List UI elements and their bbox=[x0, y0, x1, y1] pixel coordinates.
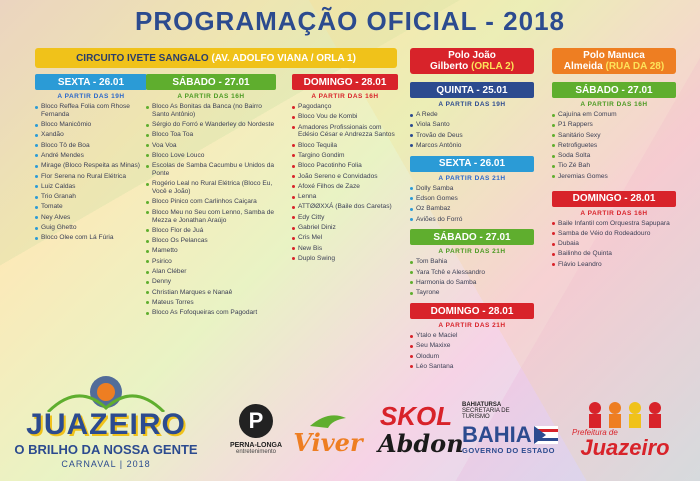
list-item: Soda Solta bbox=[552, 152, 676, 160]
perna-longa-sub: entretenimento bbox=[235, 449, 277, 455]
skol-abdon-logos bbox=[378, 401, 464, 472]
list-item: Bailinho de Quinta bbox=[552, 250, 676, 258]
list-item: Harmonia do Samba bbox=[410, 279, 534, 287]
abdon-logo: Abdon bbox=[378, 429, 464, 458]
list-item: Rogério Leal no Rural Elétrica (Bloco Eu, Você e João) bbox=[146, 180, 276, 196]
list-item: Cajuína em Comum bbox=[552, 111, 676, 119]
list-item: Olodum bbox=[410, 353, 534, 361]
day-block bbox=[410, 229, 534, 297]
list-item: Bloco Os Pelancas bbox=[146, 237, 276, 245]
list-item: Targino Gondim bbox=[292, 152, 398, 160]
list-item: Bloco Meu no Seu com Lenno, Samba de Mezza e Jonathan Araújo bbox=[146, 209, 276, 225]
day-header: SÁBADO - 27.01 bbox=[146, 74, 276, 90]
list-item: Edson Gomes bbox=[410, 195, 534, 203]
bahia-government-logo bbox=[462, 402, 558, 474]
artist-list bbox=[552, 111, 676, 181]
skol-logo: SKOL bbox=[379, 401, 453, 431]
list-item: Gabriel Diniz bbox=[292, 224, 398, 232]
polo-joao-route: (ORLA 2) bbox=[471, 61, 515, 72]
list-item: Amadores Profissionais com Edésio César e Andrezza Santos bbox=[292, 124, 398, 140]
day-block bbox=[410, 156, 534, 224]
artist-list bbox=[410, 258, 534, 297]
list-item: Mateus Torres bbox=[146, 299, 276, 307]
list-item: Retrofiguetes bbox=[552, 142, 676, 150]
list-item: Cris Mel bbox=[292, 234, 398, 242]
list-item: Ney Alves bbox=[35, 214, 147, 222]
artist-list bbox=[146, 103, 276, 317]
day-header: DOMINGO - 28.01 bbox=[552, 191, 676, 207]
list-item: Trovão de Deus bbox=[410, 132, 534, 140]
list-item: P1 Rappers bbox=[552, 121, 676, 129]
column-sexta bbox=[35, 74, 147, 245]
polo-joao-line1: Polo João bbox=[448, 50, 496, 61]
list-item: Christian Marques e Nanaê bbox=[146, 289, 276, 297]
list-item: Bloco As Bonitas da Banca (no Bairro Santo Antônio) bbox=[146, 103, 276, 119]
perna-longa-logo bbox=[228, 404, 284, 474]
list-item: Bloco Love Louco bbox=[146, 152, 276, 160]
perna-longa-mark: P bbox=[239, 404, 273, 438]
start-time: A PARTIR DAS 21H bbox=[438, 322, 506, 330]
list-item: André Mendes bbox=[35, 152, 147, 160]
list-item: Sérgio do Forró e Wanderley do Nordeste bbox=[146, 121, 276, 129]
people-figures-icon bbox=[580, 400, 670, 428]
list-item: Xandão bbox=[35, 131, 147, 139]
day-header: SÁBADO - 27.01 bbox=[552, 82, 676, 98]
artist-list bbox=[410, 185, 534, 224]
list-item: Guig Ghetto bbox=[35, 224, 147, 232]
secretaria-label: SECRETARIA DE TURISMO bbox=[462, 408, 510, 420]
bahia-flag-icon bbox=[534, 426, 558, 444]
list-item: Ytalo e Maciel bbox=[410, 332, 534, 340]
list-item: Viola Santo bbox=[410, 121, 534, 129]
list-item: Jeremias Gomes bbox=[552, 173, 676, 181]
list-item: Tomate bbox=[35, 203, 147, 211]
circuit-banner bbox=[35, 48, 397, 68]
list-item: Bloco Pacotinho Folia bbox=[292, 162, 398, 170]
list-item: Yara Tchê e Alessandro bbox=[410, 269, 534, 277]
artist-list bbox=[552, 220, 676, 269]
day-block bbox=[552, 191, 676, 269]
viver-name: Viver bbox=[293, 428, 363, 457]
list-item: Seu Maxixe bbox=[410, 342, 534, 350]
list-item: Bloco Vou de Kombi bbox=[292, 113, 398, 121]
polo-manuca-line2: Almeida bbox=[563, 61, 603, 72]
day-header: SEXTA - 26.01 bbox=[410, 156, 534, 172]
list-item: Bloco Tequila bbox=[292, 142, 398, 150]
prefeitura-label: Prefeitura de bbox=[572, 428, 618, 437]
list-item: Luiz Caldas bbox=[35, 183, 147, 191]
day-block bbox=[410, 303, 534, 371]
juazeiro-carnival-logo bbox=[8, 372, 204, 476]
day-header: QUINTA - 25.01 bbox=[410, 82, 534, 98]
list-item: A Rede bbox=[410, 111, 534, 119]
list-item: Bloco Pinico com Carlinhos Caiçara bbox=[146, 198, 276, 206]
logo-title: JUAZEIRO bbox=[26, 408, 186, 441]
list-item: Flávio Leandro bbox=[552, 261, 676, 269]
list-item: Mametto bbox=[146, 247, 276, 255]
artist-list bbox=[35, 103, 147, 242]
logo-tagline: O BRILHO DA NOSSA GENTE bbox=[14, 442, 198, 457]
list-item: Flor Serena no Rural Elétrica bbox=[35, 173, 147, 181]
list-item: Marcos Antônio bbox=[410, 142, 534, 150]
start-time: A PARTIR DAS 19H bbox=[57, 93, 125, 100]
polo-manuca-banner bbox=[552, 48, 676, 74]
column-sabado bbox=[146, 74, 276, 320]
column-polo-joao bbox=[410, 82, 534, 373]
prefeitura-city: Juazeiro bbox=[580, 435, 670, 460]
artist-list bbox=[410, 332, 534, 371]
column-domingo bbox=[292, 74, 398, 265]
list-item: Dolly Samba bbox=[410, 185, 534, 193]
perna-longa-name: PERNA-LONGA bbox=[229, 442, 283, 449]
start-time: A PARTIR DAS 21H bbox=[438, 248, 506, 256]
artist-list bbox=[292, 103, 398, 263]
carnival-figure-illustration bbox=[8, 372, 204, 412]
day-block bbox=[410, 82, 534, 150]
list-item: New Bis bbox=[292, 245, 398, 253]
list-item: Duplo Swing bbox=[292, 255, 398, 263]
list-item: Lenna bbox=[292, 193, 398, 201]
list-item: Bloco Toa Toa bbox=[146, 131, 276, 139]
list-item: Dubaia bbox=[552, 240, 676, 248]
list-item: Voa Voa bbox=[146, 142, 276, 150]
polo-joao-banner bbox=[410, 48, 534, 74]
list-item: Bloco Manicômio bbox=[35, 121, 147, 129]
list-item: Tom Bahia bbox=[410, 258, 534, 266]
list-item: Edy Citty bbox=[292, 214, 398, 222]
viver-logo bbox=[292, 410, 364, 470]
start-time: A PARTIR DAS 21H bbox=[438, 174, 506, 182]
list-item: Bloco Reffea Folia com Rhose Fernanda bbox=[35, 103, 147, 119]
day-block bbox=[552, 82, 676, 181]
day-header: DOMINGO - 28.01 bbox=[410, 303, 534, 319]
list-item: Denny bbox=[146, 278, 276, 286]
list-item: Sanitário Sexy bbox=[552, 132, 676, 140]
list-item: Escolas de Samba Cacumbu e Unidos da Ponte bbox=[146, 162, 276, 178]
artist-list bbox=[410, 111, 534, 150]
list-item: Pagodanço bbox=[292, 103, 398, 111]
list-item: Psirico bbox=[146, 258, 276, 266]
start-time: A PARTIR DAS 16H bbox=[580, 101, 648, 108]
day-header: SEXTA - 26.01 bbox=[35, 74, 147, 90]
list-item: Mirage (Bloco Respeita as Minas) bbox=[35, 162, 147, 170]
day-header: SÁBADO - 27.01 bbox=[410, 229, 534, 245]
list-item: Baile Infantil com Orquestra Sapupara bbox=[552, 220, 676, 228]
list-item: Bloco Olee com Lá Fúria bbox=[35, 234, 147, 242]
list-item: João Sereno e Convidados bbox=[292, 173, 398, 181]
governo-label: GOVERNO DO ESTADO bbox=[462, 446, 555, 455]
bahia-wordmark: BAHIA bbox=[462, 422, 532, 447]
list-item: Trio Granah bbox=[35, 193, 147, 201]
logo-subtitle: CARNAVAL | 2018 bbox=[61, 459, 151, 469]
list-item: Léo Santana bbox=[410, 363, 534, 371]
list-item: Bloco As Fofoqueiras com Pagodart bbox=[146, 309, 276, 317]
page-title: PROGRAMAÇÃO OFICIAL - 2018 bbox=[134, 6, 565, 36]
list-item: Aviões do Forró bbox=[410, 216, 534, 224]
list-item: Oz Bambaz bbox=[410, 205, 534, 213]
list-item: Bloco Tô de Boa bbox=[35, 142, 147, 150]
list-item: Afoxé Filhos de Zaze bbox=[292, 183, 398, 191]
list-item: Alan Cléber bbox=[146, 268, 276, 276]
start-time: A PARTIR DAS 16H bbox=[177, 93, 245, 100]
circuit-route: (AV. ADOLFO VIANA / ORLA 1) bbox=[211, 52, 356, 64]
list-item: Tio Zé Bah bbox=[552, 162, 676, 170]
list-item: Tayrone bbox=[410, 289, 534, 297]
list-item: Bloco Flor de Juá bbox=[146, 227, 276, 235]
day-header: DOMINGO - 28.01 bbox=[292, 74, 398, 90]
polo-manuca-route: (RUA DA 28) bbox=[605, 61, 665, 72]
circuit-name: CIRCUITO IVETE SANGALO bbox=[76, 52, 209, 64]
prefeitura-juazeiro-logo bbox=[566, 400, 684, 474]
column-polo-manuca bbox=[552, 82, 676, 271]
polo-manuca-line1: Polo Manuca bbox=[583, 50, 645, 61]
list-item: ATTØØXXÁ (Baile dos Caretas) bbox=[292, 203, 398, 211]
start-time: A PARTIR DAS 19H bbox=[438, 101, 506, 108]
bahiatursa-label: BAHIATURSA bbox=[462, 402, 502, 408]
start-time: A PARTIR DAS 16H bbox=[580, 209, 648, 217]
list-item: Samba de Véio do Rodeadouro bbox=[552, 230, 676, 238]
polo-joao-line2: Gilberto bbox=[429, 61, 469, 72]
start-time: A PARTIR DAS 16H bbox=[311, 93, 379, 100]
bird-icon bbox=[308, 410, 348, 430]
